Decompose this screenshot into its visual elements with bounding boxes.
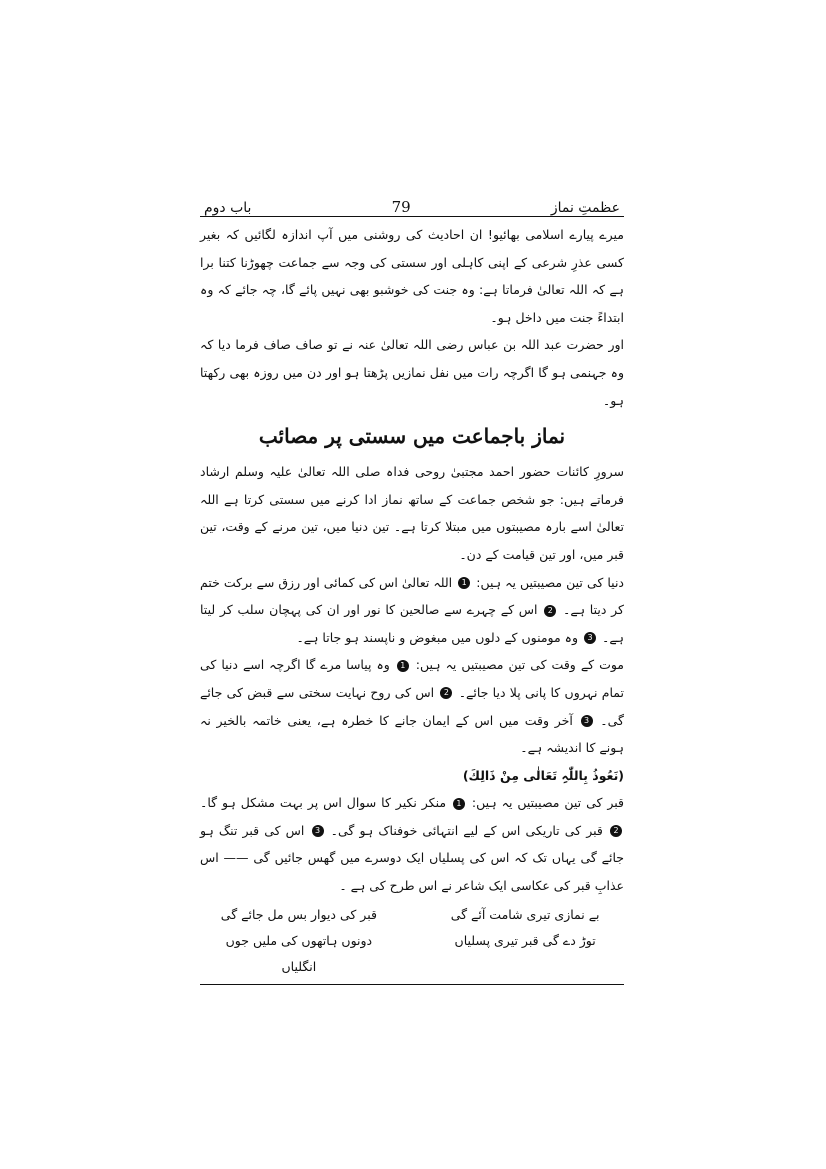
- intro-paragraph-1: میرے پیارے اسلامی بھائیو! ان احادیث کی روشنی میں آپ اندازہ لگائیں کہ بغیر کسی عذرِ شرعی کے اپنی کاہلی اور سستی کی وجہ سے جماعت چھوڑنا کتنا برا ہے کہ اللہ تعالیٰ فرماتا ہے: وہ جنت کی خوشبو بھی نہیں پائے گا، چہ جائے کہ وہ ابتداءً جنت میں داخل ہو۔: [200, 227, 624, 325]
- book-page: [200, 190, 624, 985]
- item-text: اس کے چہرے سے صالحین کا نور اور ان کی پہچان سلب کر لیتا ہے۔: [200, 602, 624, 645]
- section-intro: موت کے وقت کی تین مصیبتیں یہ ہیں:: [415, 657, 624, 673]
- section-intro: قبر کی تین مصیبتیں یہ ہیں:: [471, 795, 624, 811]
- world-calamities: [200, 569, 624, 652]
- poem-verse: [200, 902, 624, 928]
- intro-paragraph-2: اور حضرت عبد اللہ بن عباس رضی اللہ تعالیٰ عنہ نے تو صاف صاف فرما دیا کہ وہ جہنمی ہو گا اگرچہ رات میں نفل نمازیں پڑھتا ہو اور دن میں روزہ بھی رکھتا ہو۔: [200, 337, 624, 408]
- verse-second-hemistich: دونوں ہاتھوں کی ملیں جوں انگلیاں: [225, 932, 373, 974]
- number-badge: 2: [440, 687, 452, 699]
- number-badge: 2: [544, 605, 556, 617]
- section-heading: نماز باجماعت میں سستی پر مصائب: [258, 424, 566, 449]
- page-body: [200, 221, 624, 900]
- hadith-paragraph: سرورِ کائنات حضور احمد مجتبیٰ روحی فداہ صلی اللہ تعالیٰ علیہ وسلم ارشاد فرماتے ہیں: جو شخص جماعت کے ساتھ نماز ادا کرنے میں سستی کرتا ہے اللہ تعالیٰ اسے بارہ مصیبتوں میں مبتلا کرتا ہے۔ تین دنیا میں، تین مرنے کے وقت، تین قبر میں، اور تین قیامت کے دن۔: [200, 464, 624, 562]
- death-calamities: [200, 651, 624, 789]
- item-text: منکر نکیر کا سوال اس پر بہت مشکل ہو گا۔: [200, 795, 447, 811]
- section-intro: دنیا کی تین مصیبتیں یہ ہیں:: [476, 574, 624, 590]
- item-text: وہ پیاسا مرے گا اگرچہ اسے دنیا کی تمام نہروں کا پانی پلا دیا جائے۔: [200, 657, 624, 700]
- number-badge: 1: [397, 660, 409, 672]
- number-badge: 1: [458, 577, 470, 589]
- page-number: 79: [391, 198, 411, 216]
- poem-verse: [200, 928, 624, 980]
- verse-first-hemistich: بے نمازی تیری شامت آئے گی: [450, 906, 600, 922]
- verse-second-hemistich: قبر کی دیوار بس مل جائے گی: [220, 906, 377, 922]
- number-badge: 3: [312, 825, 324, 837]
- item-text: اللہ تعالیٰ اس کی کمائی اور رزق سے برکت ختم کر دیتا ہے۔: [200, 574, 624, 618]
- number-badge: 3: [584, 632, 596, 644]
- item-text: آخر وقت میں اس کے ایمان جانے کا خطرہ ہے، یعنی خاتمہ بالخیر نہ ہونے کا اندیشہ ہے۔: [200, 712, 624, 756]
- item-text: قبر کی تاریکی اس کے لیے انتہائی خوفناک ہو گی۔: [330, 822, 603, 838]
- number-badge: 1: [453, 798, 465, 810]
- bottom-rule: [200, 984, 624, 985]
- chapter-label: باب دوم: [204, 200, 252, 216]
- verse-first-hemistich: توڑ دے گی قبر تیری پسلیاں: [454, 932, 596, 948]
- number-badge: 3: [581, 715, 593, 727]
- number-badge: 2: [610, 825, 622, 837]
- poem: [200, 902, 624, 980]
- item-text: اس کی قبر تنگ ہو جائے گی یہاں تک کہ اس کی پسلیاں ایک دوسرے میں گھس جائیں گی —— اس عذابِ قبر کی عکاسی ایک شاعر نے اس طرح کی ہے ۔: [200, 822, 624, 894]
- grave-calamities: [200, 789, 624, 899]
- item-text: اس کی روح نہایت سختی سے قبض کی جائے گی۔: [200, 684, 624, 728]
- item-text: وہ مومنوں کے دلوں میں مبغوض و ناپسند ہو جاتا ہے۔: [296, 629, 579, 645]
- book-title: عظمتِ نماز: [550, 200, 620, 216]
- page-header: [200, 190, 624, 217]
- arabic-supplication: (نَعُوذُ بِاللّٰہِ تَعَالٰی مِنْ ذَالِكَ): [462, 767, 624, 783]
